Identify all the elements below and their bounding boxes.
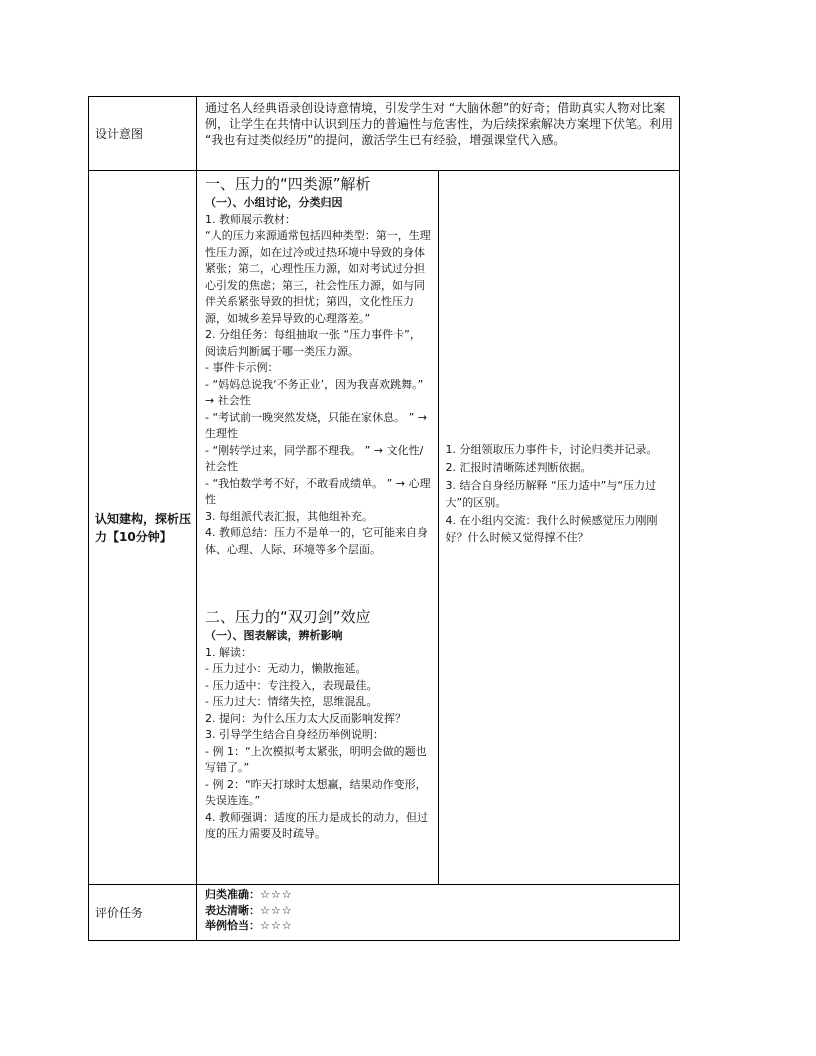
student-activity: 1. 分组领取压力事件卡，讨论归类并记录。 xyxy=(445,443,658,456)
s1-line: “人的压力来源通常包括四种类型：第一，生理性压力源，如在过冷或过热环境中导致的身体紧张；第二，心理性压力源，如对考试过分担心引发的焦虑；第三，社会性压力源，如与同伴关系紧张导致的担忧；第四，文化性压力源，如城乡差异导致的心理落差。” xyxy=(205,229,431,325)
section2-subtitle: （一）、图表解读，辨析影响 xyxy=(205,629,343,642)
s2-line: 4. 教师强调：适度的压力是成长的动力，但过度的压力需要及时疏导。 xyxy=(205,810,428,840)
s2-line: - 例 2：“昨天打球时太想赢，结果动作变形，失误连连。” xyxy=(205,777,427,807)
star-rating: ☆☆☆ xyxy=(260,888,293,901)
s2-line: 3. 引导学生结合自身经历举例说明： xyxy=(205,728,384,741)
section1-title: 一、压力的“四类源”解析 xyxy=(205,175,371,193)
s1-line: - “刚转学过来，同学都不理我。 ” → 文化性/社会性 xyxy=(205,443,424,473)
eval-name: 表达清晰： xyxy=(205,903,260,917)
s1-line: - 事件卡示例： xyxy=(205,361,279,374)
s1-line: 3. 每组派代表汇报，其他组补充。 xyxy=(205,509,373,523)
s1-line: 1. 教师展示教材： xyxy=(205,212,296,226)
s2-line: 1. 解读： xyxy=(205,645,252,659)
design-intent-text: 通过名人经典语录创设诗意情境，引发学生对 “大脑休憩”的好奇；借助真实人物对比案例，让学生在共情中认识到压力的普遍性与危害性，为后续探索解决方案埋下伏笔。利用 “我也有过类似经历”的提问，激活学生已有经验，增强课堂代入感。 xyxy=(197,97,680,171)
design-intent-label: 设计意图 xyxy=(89,97,197,171)
s1-line: 2. 分组任务：每组抽取一张 “压力事件卡”，阅读后判断属于哪一类压力源。 xyxy=(205,328,421,358)
section1-subtitle: （一）、小组讨论，分类归因 xyxy=(205,196,343,209)
cognition-label: 认知建构，探析压力【10分钟】 xyxy=(89,171,197,885)
s1-line: - “考试前一晚突然发烧，只能在家休息。 ” → 生理性 xyxy=(205,410,428,440)
evaluation-item xyxy=(205,887,673,903)
design-intent-row xyxy=(89,97,680,171)
s2-line: - 压力过大：情绪失控，思维混乱。 xyxy=(205,695,378,708)
eval-name: 归类准确： xyxy=(205,888,260,901)
evaluation-row xyxy=(89,885,680,941)
evaluation-item xyxy=(205,918,673,934)
section2-title: 二、压力的“双刃剑”效应 xyxy=(205,608,371,626)
teacher-activities-cell xyxy=(197,171,439,885)
evaluation-item xyxy=(205,903,673,919)
s1-line: 4. 教师总结：压力不是单一的，它可能来自身体、心理、人际、环境等多个层面。 xyxy=(205,526,428,556)
evaluation-items xyxy=(197,885,680,941)
student-activity: 4. 在小组内交流：我什么时候感觉压力刚刚好？什么时候又觉得撑不住？ xyxy=(445,514,658,544)
s2-line: - 压力过小：无动力，懒散拖延。 xyxy=(205,662,367,675)
student-activity: 2. 汇报时清晰陈述判断依据。 xyxy=(445,461,592,474)
eval-name: 举例恰当： xyxy=(205,919,260,932)
student-activity: 3. 结合自身经历解释 “压力适中”与“压力过大”的区别。 xyxy=(445,479,657,509)
lesson-plan-table xyxy=(88,96,680,941)
s2-line: 2. 提问：为什么压力太大反而影响发挥？ xyxy=(205,711,406,725)
s1-line: - “我怕数学考不好，不敢看成绩单。 ” → 心理性 xyxy=(205,476,431,506)
star-rating: ☆☆☆ xyxy=(260,919,293,932)
s2-line: - 压力适中：专注投入，表现最佳。 xyxy=(205,678,378,692)
cognition-row xyxy=(89,171,680,885)
student-activities-cell xyxy=(438,171,680,885)
star-rating: ☆☆☆ xyxy=(260,903,293,917)
evaluation-label: 评价任务 xyxy=(89,885,197,941)
s1-line: - “妈妈总说我‘不务正业’，因为我喜欢跳舞。” → 社会性 xyxy=(205,377,424,407)
s2-line: - 例 1：“上次模拟考太紧张，明明会做的题也写错了。” xyxy=(205,744,427,774)
